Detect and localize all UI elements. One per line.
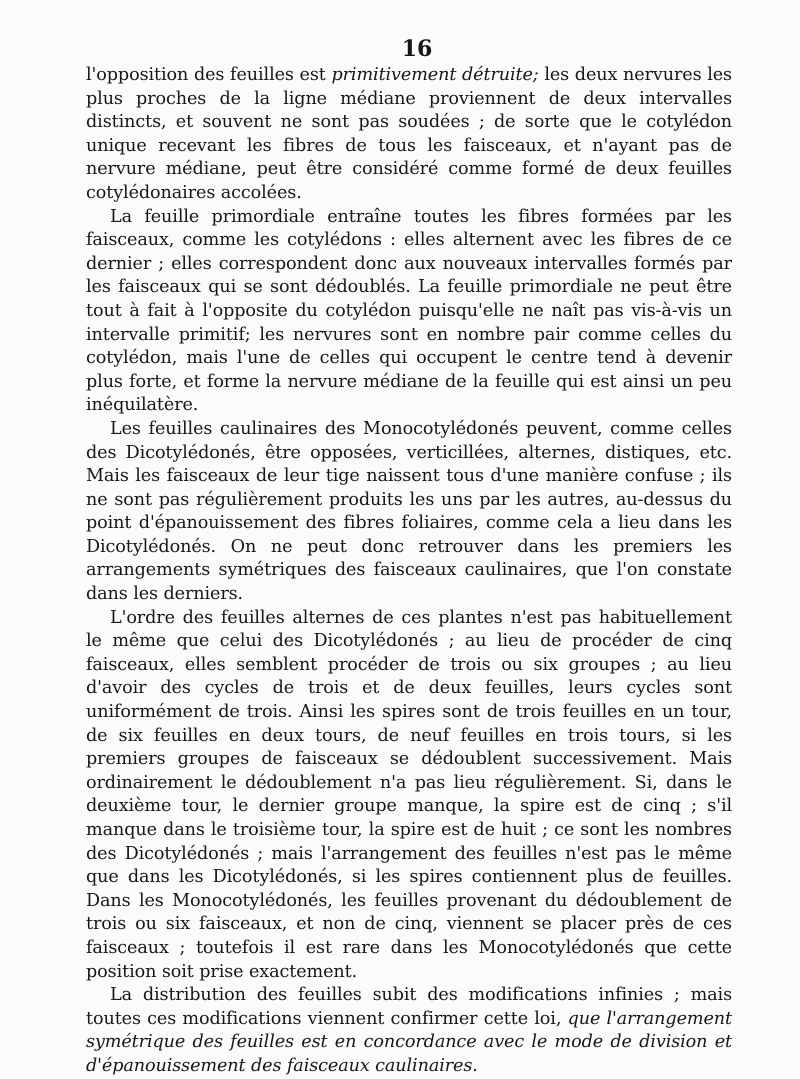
text-run: l'opposition des feuilles est (86, 65, 332, 85)
body-text (86, 64, 732, 1079)
paragraph (86, 64, 732, 206)
italic-text: que l'arrangement symétrique des feuilles est en concordance avec le mode de division et d'épanouissement des faisceaux caulinaires. (86, 1008, 732, 1076)
text-run: L'ordre des feuilles alternes de ces plantes n'est pas habituellement le même que celui des Dicotylédonés ; au lieu de procéder de cinq faisceaux, elles semblent procéder de trois ou six groupes ; au lieu d'avoir des cycles de trois et de deux feuilles, leurs cycles sont uniformément de trois. Ainsi les spires sont de trois feuilles en un tour, de six feuilles en deux tours, de neuf feuilles en trois tours, si les premiers groupes de faisceaux se dédoublent successivement. Mais ordinairement le dédoublement n'a pas lieu régulièrement. Si, dans le deuxième tour, le dernier groupe manque, la spire est de cinq ; s'il manque dans le troisième tour, la spire est de huit ; ce sont les nombres des Dicotylédonés ; mais l'arrangement des feuilles n'est pas le même que dans les Dicotylédonés, si les spires contiennent plus de feuilles. Dans les Monocotylédonés, les feuilles provenant du dédoublement de trois ou six faisceaux, et non de cinq, viennent se placer près de ces faisceaux ; toutefois il est rare dans les Monocotylédonés que cette position soit prise exactement. (86, 607, 732, 982)
page-number: 16 (401, 36, 433, 62)
italic-text: primitivement détruite; (331, 65, 539, 85)
paragraph (86, 984, 732, 1078)
text-run: La feuille primordiale entraîne toutes les fibres formées par les faisceaux, comme les cotylédons : elles alternent avec les fibres de ce dernier ; elles correspondent donc aux nouveaux intervalles formés par les faisceaux qui se sont dédoublés. La feuille primordiale ne peut être tout à fait à l'opposite du cotylédon puisqu'elle ne naît pas vis-à-vis un intervalle primitif; les nervures sont en nombre pair comme celles du cotylédon, mais l'une de celles qui occupent le centre tend à devenir plus forte, et forme la nervure médiane de la feuille qui est ainsi un peu inéquilatère. (86, 206, 732, 416)
text-run: La distribution des feuilles subit des modifications infinies ; mais toutes ces modifications viennent confirmer cette loi, (86, 985, 732, 1029)
paragraph (86, 418, 732, 607)
text-run: Les feuilles caulinaires des Monocotylédonés peuvent, comme celles des Dicotylédonés, être opposées, verticillées, alternes, distiques, etc. Mais les faisceaux de leur tige naissent tous d'une manière confuse ; ils ne sont pas régulièrement produits les uns par les autres, au-dessus du point d'épanouissement des fibres foliaires, comme cela a lieu dans les Dicotylédonés. On ne peut donc retrouver dans les premiers les arrangements symétriques des faisceaux caulinaires, que l'on constate dans les derniers. (86, 418, 732, 605)
paragraph (86, 607, 732, 985)
text-run: les deux nervures les plus proches de la ligne médiane proviennent de deux intervalles distincts, et souvent ne sont pas soudées ; de sorte que le cotylédon unique recevant les fibres de tous les faisceaux, et n'ayant pas de nervure médiane, peut être considéré comme formé de deux feuilles cotylédonaires accolées. (86, 65, 732, 203)
paragraph (86, 206, 732, 418)
